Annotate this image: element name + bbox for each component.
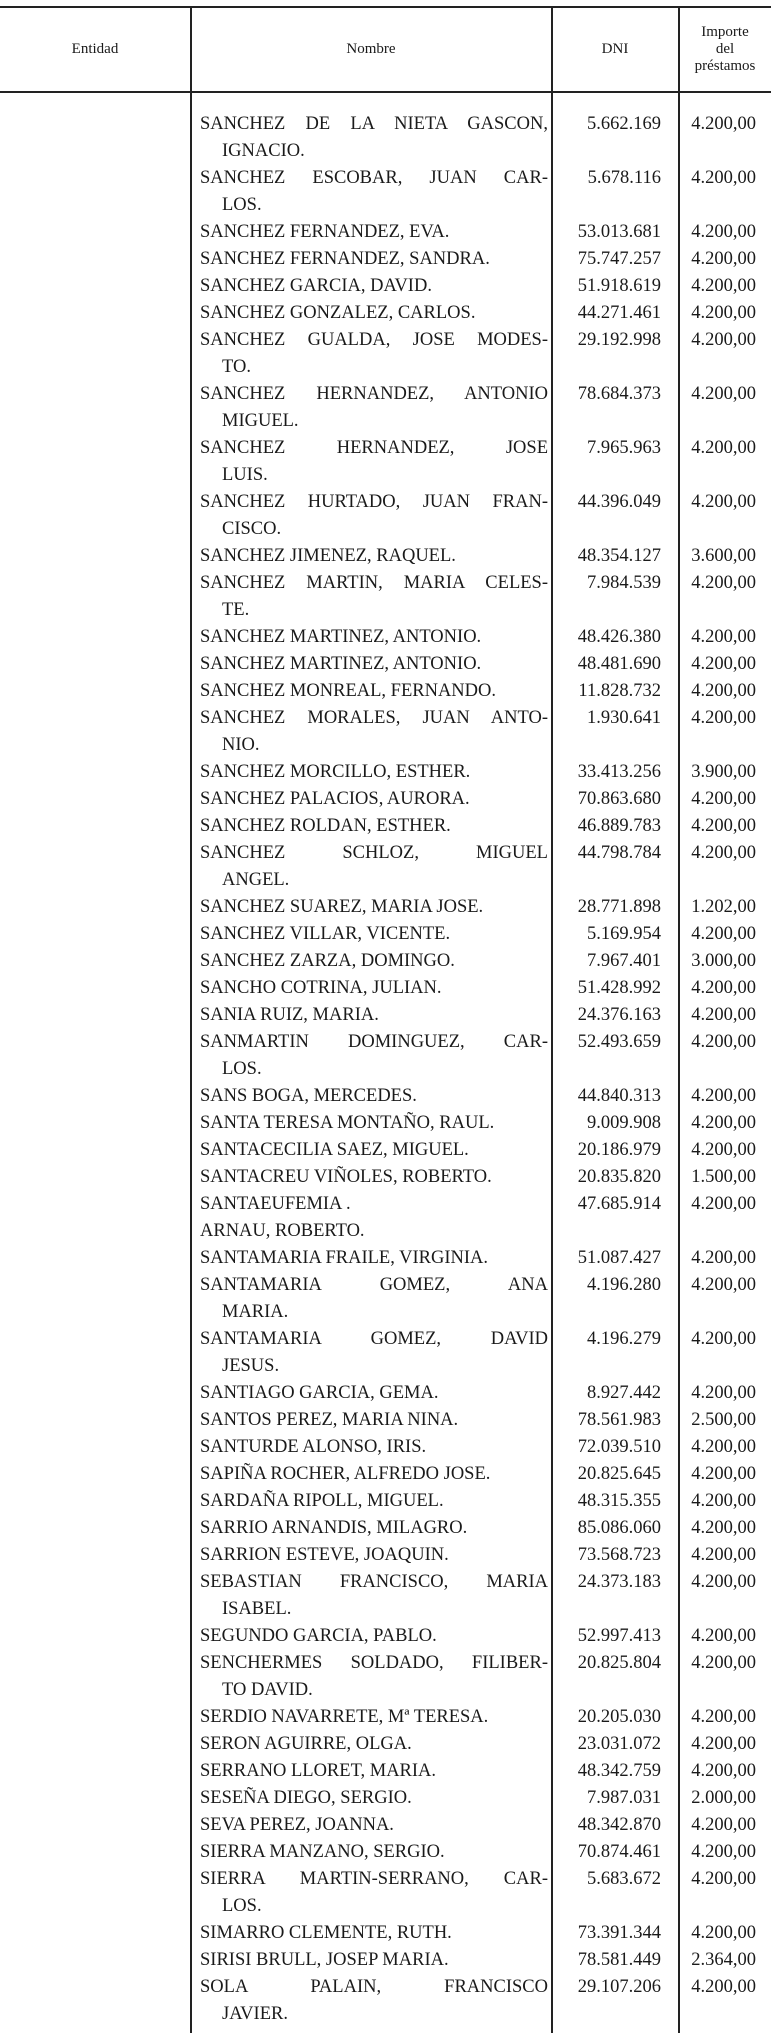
- name-line: LUIS.: [222, 465, 268, 485]
- name-cell: [191, 327, 552, 381]
- importe-cell: 4.200,00: [691, 708, 756, 728]
- name-line: JAVIER.: [222, 2004, 288, 2024]
- dni-cell: 47.685.914: [577, 1194, 661, 1214]
- name-line: SANCHEZ ZARZA, DOMINGO.: [200, 951, 455, 971]
- name-line: SANCHEZ FERNANDEZ, EVA.: [200, 222, 450, 242]
- table-row: [191, 1839, 771, 1866]
- dni-cell: 78.581.449: [577, 1950, 661, 1970]
- name-cell: [191, 1137, 552, 1164]
- importe-cell: 4.200,00: [691, 1977, 756, 1997]
- name-cell: [191, 1758, 552, 1785]
- name-cell: [191, 1542, 552, 1569]
- importe-cell: 2.364,00: [691, 1950, 756, 1970]
- name-cell: [191, 1380, 552, 1407]
- dni-cell: 52.493.659: [577, 1032, 661, 1052]
- dni-cell: 44.840.313: [577, 1086, 661, 1106]
- name-cell: [191, 111, 552, 165]
- name-line: SANTACECILIA SAEZ, MIGUEL.: [200, 1140, 469, 1160]
- name-line: SANIA RUIZ, MARIA.: [200, 1005, 379, 1025]
- name-line: SANTAMARIA GOMEZ, DAVID: [200, 1329, 548, 1349]
- name-cell: [191, 1434, 552, 1461]
- table-row: [191, 327, 771, 381]
- importe-cell: 4.200,00: [691, 1275, 756, 1295]
- name-line: LOS.: [222, 195, 262, 215]
- name-line: SIMARRO CLEMENTE, RUTH.: [200, 1923, 452, 1943]
- importe-cell: 4.200,00: [691, 816, 756, 836]
- table-row: [191, 1515, 771, 1542]
- table-row: [191, 1731, 771, 1758]
- dni-cell: 51.428.992: [577, 978, 661, 998]
- dni-cell: 20.205.030: [577, 1707, 661, 1727]
- name-cell: [191, 1704, 552, 1731]
- table-row: [191, 651, 771, 678]
- table-row: [191, 300, 771, 327]
- importe-cell: 4.200,00: [691, 1086, 756, 1106]
- name-cell: [191, 1731, 552, 1758]
- name-cell: [191, 1407, 552, 1434]
- name-line: SANCHEZ HURTADO, JUAN FRAN-: [200, 492, 548, 512]
- table-row: [191, 1137, 771, 1164]
- name-line: SANCHEZ GARCIA, DAVID.: [200, 276, 432, 296]
- table-row: [191, 1569, 771, 1623]
- dni-cell: 5.683.672: [587, 1869, 661, 1889]
- importe-cell: 1.500,00: [691, 1167, 756, 1187]
- name-line: LOS.: [222, 1896, 262, 1916]
- name-cell: [191, 1974, 552, 2028]
- name-line: SANCHEZ MARTINEZ, ANTONIO.: [200, 654, 482, 674]
- name-line: ANGEL.: [222, 870, 290, 890]
- table-row: [191, 1785, 771, 1812]
- name-cell: [191, 948, 552, 975]
- importe-cell: 4.200,00: [691, 1491, 756, 1511]
- name-cell: [191, 786, 552, 813]
- dni-cell: 7.965.963: [587, 438, 661, 458]
- name-cell: [191, 921, 552, 948]
- name-line: SAPIÑA ROCHER, ALFREDO JOSE.: [200, 1464, 491, 1484]
- name-line: SANCHEZ MORALES, JUAN ANTO-: [200, 708, 548, 728]
- name-line: SIERRA MANZANO, SERGIO.: [200, 1842, 445, 1862]
- dni-cell: 72.039.510: [577, 1437, 661, 1457]
- importe-cell: 3.000,00: [691, 951, 756, 971]
- table-row: [191, 111, 771, 165]
- table-row: [191, 246, 771, 273]
- dni-cell: 48.354.127: [577, 546, 661, 566]
- table-row: [191, 1245, 771, 1272]
- name-line: SANCHEZ VILLAR, VICENTE.: [200, 924, 451, 944]
- table-row: [191, 1407, 771, 1434]
- importe-cell: 4.200,00: [691, 681, 756, 701]
- name-cell: [191, 678, 552, 705]
- name-line: SERON AGUIRRE, OLGA.: [200, 1734, 412, 1754]
- table-row: [191, 1866, 771, 1920]
- name-cell: [191, 1812, 552, 1839]
- name-line: SANMARTIN DOMINGUEZ, CAR-: [200, 1032, 548, 1052]
- name-line: SANCHEZ MONREAL, FERNANDO.: [200, 681, 497, 701]
- importe-cell: 4.200,00: [691, 1005, 756, 1025]
- table-row: [191, 1326, 771, 1380]
- name-line: SARRIO ARNANDIS, MILAGRO.: [200, 1518, 468, 1538]
- dni-cell: 29.192.998: [577, 330, 661, 350]
- name-line: SANCHEZ PALACIOS, AURORA.: [200, 789, 470, 809]
- name-line: JESUS.: [222, 1356, 280, 1376]
- importe-cell: 4.200,00: [691, 1113, 756, 1133]
- importe-cell: 4.200,00: [691, 1707, 756, 1727]
- table-row: [191, 1542, 771, 1569]
- name-line: CISCO.: [222, 519, 282, 539]
- importe-cell: 4.200,00: [691, 1437, 756, 1457]
- importe-cell: 4.200,00: [691, 924, 756, 944]
- name-cell: [191, 300, 552, 327]
- dni-cell: 28.771.898: [577, 897, 661, 917]
- dni-cell: 78.561.983: [577, 1410, 661, 1430]
- dni-cell: 73.391.344: [577, 1923, 661, 1943]
- dni-cell: 4.196.280: [587, 1275, 661, 1295]
- name-line: SANCHEZ MORCILLO, ESTHER.: [200, 762, 471, 782]
- name-line: SANTA TERESA MONTAÑO, RAUL.: [200, 1113, 495, 1133]
- importe-cell: 4.200,00: [691, 627, 756, 647]
- importe-cell: 4.200,00: [691, 1518, 756, 1538]
- importe-cell: 2.500,00: [691, 1410, 756, 1430]
- header-entidad: Entidad: [71, 41, 119, 57]
- dni-cell: 29.107.206: [577, 1977, 661, 1997]
- dni-cell: 53.013.681: [577, 222, 661, 242]
- table-row: [191, 543, 771, 570]
- name-cell: [191, 1002, 552, 1029]
- name-line: SANCHEZ DE LA NIETA GASCON,: [200, 114, 548, 134]
- name-line: SANCHEZ ROLDAN, ESTHER.: [200, 816, 451, 836]
- table-row: [191, 1650, 771, 1704]
- name-line: SANCHEZ ESCOBAR, JUAN CAR-: [200, 168, 548, 188]
- name-cell: [191, 813, 552, 840]
- name-line: SARDAÑA RIPOLL, MIGUEL.: [200, 1491, 444, 1511]
- importe-cell: 4.200,00: [691, 1572, 756, 1592]
- header-dni: DNI: [601, 41, 629, 57]
- header-bottom-rule: [0, 91, 771, 93]
- table-row: [191, 1947, 771, 1974]
- dni-cell: 5.678.116: [587, 168, 661, 188]
- table-row: [191, 948, 771, 975]
- importe-cell: 4.200,00: [691, 573, 756, 593]
- name-line: ISABEL.: [222, 1599, 292, 1619]
- importe-cell: 4.200,00: [691, 1329, 756, 1349]
- dni-cell: 20.825.645: [577, 1464, 661, 1484]
- importe-cell: 4.200,00: [691, 1815, 756, 1835]
- name-line: SARRION ESTEVE, JOAQUIN.: [200, 1545, 449, 1565]
- importe-cell: 4.200,00: [691, 1383, 756, 1403]
- name-cell: [191, 273, 552, 300]
- name-line: SANTAMARIA FRAILE, VIRGINIA.: [200, 1248, 489, 1268]
- table-row: [191, 219, 771, 246]
- dni-cell: 44.396.049: [577, 492, 661, 512]
- name-cell: [191, 1839, 552, 1866]
- dni-cell: 7.984.539: [587, 573, 661, 593]
- table-row: [191, 678, 771, 705]
- table-row: [191, 1704, 771, 1731]
- dni-cell: 48.426.380: [577, 627, 661, 647]
- dni-cell: 23.031.072: [577, 1734, 661, 1754]
- name-cell: [191, 381, 552, 435]
- name-cell: [191, 894, 552, 921]
- table-row: [191, 1488, 771, 1515]
- name-line: SANCHEZ HERNANDEZ, JOSE: [200, 438, 548, 458]
- importe-cell: 1.202,00: [691, 897, 756, 917]
- name-line: SANTOS PEREZ, MARIA NINA.: [200, 1410, 459, 1430]
- table-row: [191, 1272, 771, 1326]
- table-row: [191, 1164, 771, 1191]
- name-line: MARIA.: [222, 1302, 289, 1322]
- name-line: SIERRA MARTIN-SERRANO, CAR-: [200, 1869, 548, 1889]
- table-row: [191, 273, 771, 300]
- name-cell: [191, 246, 552, 273]
- dni-cell: 7.967.401: [587, 951, 661, 971]
- table-row: [191, 840, 771, 894]
- table-row: [191, 165, 771, 219]
- dni-cell: 11.828.732: [578, 681, 661, 701]
- name-cell: [191, 1623, 552, 1650]
- name-cell: [191, 1272, 552, 1326]
- dni-cell: 48.342.759: [577, 1761, 661, 1781]
- name-line: SANTAMARIA GOMEZ, ANA: [200, 1275, 548, 1295]
- importe-cell: 4.200,00: [691, 249, 756, 269]
- name-cell: [191, 1866, 552, 1920]
- importe-cell: 3.900,00: [691, 762, 756, 782]
- importe-cell: 4.200,00: [691, 1140, 756, 1160]
- name-cell: [191, 435, 552, 489]
- dni-cell: 1.930.641: [587, 708, 661, 728]
- table-row: [191, 1002, 771, 1029]
- table-row: [191, 759, 771, 786]
- name-cell: [191, 1515, 552, 1542]
- table-row: [191, 570, 771, 624]
- table-row: [191, 1380, 771, 1407]
- dni-cell: 20.186.979: [577, 1140, 661, 1160]
- name-line: SIRISI BRULL, JOSEP MARIA.: [200, 1950, 449, 1970]
- name-line: SANCHEZ SCHLOZ, MIGUEL: [200, 843, 548, 863]
- dni-cell: 20.835.820: [577, 1167, 661, 1187]
- importe-cell: 4.200,00: [691, 1842, 756, 1862]
- table-row: [191, 1083, 771, 1110]
- dni-cell: 48.481.690: [577, 654, 661, 674]
- dni-cell: 7.987.031: [587, 1788, 661, 1808]
- name-line: SANCHEZ SUAREZ, MARIA JOSE.: [200, 897, 484, 917]
- name-cell: [191, 1461, 552, 1488]
- name-line: SEBASTIAN FRANCISCO, MARIA: [200, 1572, 548, 1592]
- table-row: [191, 489, 771, 543]
- table-row: [191, 813, 771, 840]
- importe-cell: 4.200,00: [691, 1869, 756, 1889]
- name-line: TE.: [222, 600, 250, 620]
- name-line: SANCHEZ GUALDA, JOSE MODES-: [200, 330, 548, 350]
- name-line: SANS BOGA, MERCEDES.: [200, 1086, 417, 1106]
- importe-cell: 4.200,00: [691, 330, 756, 350]
- importe-cell: 3.600,00: [691, 546, 756, 566]
- name-cell: [191, 1488, 552, 1515]
- name-cell: [191, 651, 552, 678]
- dni-cell: 70.863.680: [577, 789, 661, 809]
- name-cell: [191, 1785, 552, 1812]
- name-cell: [191, 759, 552, 786]
- importe-cell: 4.200,00: [691, 843, 756, 863]
- dni-cell: 24.376.163: [577, 1005, 661, 1025]
- name-line: NIO.: [222, 735, 260, 755]
- importe-cell: 4.200,00: [691, 1545, 756, 1565]
- dni-cell: 46.889.783: [577, 816, 661, 836]
- importe-cell: 4.200,00: [691, 114, 756, 134]
- importe-cell: 4.200,00: [691, 276, 756, 296]
- name-line: SANTACREU VIÑOLES, ROBERTO.: [200, 1167, 492, 1187]
- importe-cell: 4.200,00: [691, 1923, 756, 1943]
- name-cell: [191, 1191, 552, 1245]
- name-cell: [191, 165, 552, 219]
- name-line: SANTIAGO GARCIA, GEMA.: [200, 1383, 439, 1403]
- importe-cell: 4.200,00: [691, 654, 756, 674]
- name-line: SANCHEZ MARTINEZ, ANTONIO.: [200, 627, 482, 647]
- dni-cell: 4.196.279: [587, 1329, 661, 1349]
- dni-cell: 20.825.804: [577, 1653, 661, 1673]
- table-row: [191, 1920, 771, 1947]
- table-row: [191, 624, 771, 651]
- table-row: [191, 1812, 771, 1839]
- importe-cell: 4.200,00: [691, 1761, 756, 1781]
- dni-cell: 73.568.723: [577, 1545, 661, 1565]
- importe-cell: 4.200,00: [691, 222, 756, 242]
- name-line: SERRANO LLORET, MARIA.: [200, 1761, 437, 1781]
- name-line: TO.: [222, 357, 251, 377]
- name-line: ARNAU, ROBERTO.: [200, 1221, 365, 1241]
- name-cell: [191, 1947, 552, 1974]
- name-cell: [191, 219, 552, 246]
- importe-cell: 4.200,00: [691, 384, 756, 404]
- dni-cell: 48.315.355: [577, 1491, 661, 1511]
- name-cell: [191, 840, 552, 894]
- importe-cell: 4.200,00: [691, 492, 756, 512]
- table-row: [191, 435, 771, 489]
- name-cell: [191, 1569, 552, 1623]
- table-row: [191, 1191, 771, 1245]
- name-cell: [191, 489, 552, 543]
- name-line: LOS.: [222, 1059, 262, 1079]
- name-cell: [191, 543, 552, 570]
- name-cell: [191, 1245, 552, 1272]
- importe-cell: 4.200,00: [691, 1032, 756, 1052]
- name-line: SANCHEZ FERNANDEZ, SANDRA.: [200, 249, 490, 269]
- name-line: SENCHERMES SOLDADO, FILIBER-: [200, 1653, 548, 1673]
- name-cell: [191, 705, 552, 759]
- table-row: [191, 1623, 771, 1650]
- name-cell: [191, 1920, 552, 1947]
- importe-cell: 4.200,00: [691, 789, 756, 809]
- table-row: [191, 1758, 771, 1785]
- dni-cell: 44.798.784: [577, 843, 661, 863]
- dni-cell: 70.874.461: [577, 1842, 661, 1862]
- name-line: TO DAVID.: [222, 1680, 313, 1700]
- header-importe-line: del: [715, 41, 735, 57]
- name-cell: [191, 624, 552, 651]
- header-nombre: Nombre: [346, 41, 396, 57]
- table-row: [191, 786, 771, 813]
- dni-cell: 85.086.060: [577, 1518, 661, 1538]
- table-row: [191, 1110, 771, 1137]
- header-importe: [679, 8, 771, 91]
- importe-cell: 2.000,00: [691, 1788, 756, 1808]
- name-line: SANCHEZ JIMENEZ, RAQUEL.: [200, 546, 456, 566]
- name-line: SANCHEZ HERNANDEZ, ANTONIO: [200, 384, 548, 404]
- name-line: SANCHEZ GONZALEZ, CARLOS.: [200, 303, 476, 323]
- name-line: SANTAEUFEMIA .: [200, 1194, 351, 1214]
- table-row: [191, 705, 771, 759]
- table-row: [191, 894, 771, 921]
- name-cell: [191, 975, 552, 1002]
- table-row: [191, 975, 771, 1002]
- name-cell: [191, 570, 552, 624]
- dni-cell: 75.747.257: [577, 249, 661, 269]
- importe-cell: 4.200,00: [691, 1194, 756, 1214]
- name-line: SANCHEZ MARTIN, MARIA CELES-: [200, 573, 548, 593]
- table-row: [191, 921, 771, 948]
- name-line: SEGUNDO GARCIA, PABLO.: [200, 1626, 437, 1646]
- table-row: [191, 1434, 771, 1461]
- name-cell: [191, 1083, 552, 1110]
- table-row: [191, 381, 771, 435]
- dni-cell: 51.087.427: [577, 1248, 661, 1268]
- dni-cell: 44.271.461: [577, 303, 661, 323]
- importe-cell: 4.200,00: [691, 1626, 756, 1646]
- name-line: SERDIO NAVARRETE, Mª TERESA.: [200, 1707, 489, 1727]
- dni-cell: 51.918.619: [577, 276, 661, 296]
- name-line: SEVA PEREZ, JOANNA.: [200, 1815, 394, 1835]
- dni-cell: 33.413.256: [577, 762, 661, 782]
- importe-cell: 4.200,00: [691, 1653, 756, 1673]
- dni-cell: 48.342.870: [577, 1815, 661, 1835]
- table-row: [191, 1461, 771, 1488]
- table-row: [191, 1974, 771, 2028]
- name-line: SOLA PALAIN, FRANCISCO: [200, 1977, 548, 1997]
- name-cell: [191, 1326, 552, 1380]
- dni-cell: 5.662.169: [587, 114, 661, 134]
- table-body: [191, 111, 771, 2028]
- dni-cell: 24.373.183: [577, 1572, 661, 1592]
- header-importe-line: préstamos: [694, 58, 756, 74]
- importe-cell: 4.200,00: [691, 1248, 756, 1268]
- name-cell: [191, 1164, 552, 1191]
- importe-cell: 4.200,00: [691, 438, 756, 458]
- importe-cell: 4.200,00: [691, 303, 756, 323]
- table-row: [191, 1029, 771, 1083]
- dni-cell: 78.684.373: [577, 384, 661, 404]
- name-line: SANCHO COTRINA, JULIAN.: [200, 978, 442, 998]
- dni-cell: 8.927.442: [587, 1383, 661, 1403]
- dni-cell: 52.997.413: [577, 1626, 661, 1646]
- importe-cell: 4.200,00: [691, 168, 756, 188]
- dni-cell: 5.169.954: [587, 924, 661, 944]
- name-line: SANTURDE ALONSO, IRIS.: [200, 1437, 427, 1457]
- name-cell: [191, 1029, 552, 1083]
- name-line: MIGUEL.: [222, 411, 299, 431]
- importe-cell: 4.200,00: [691, 1734, 756, 1754]
- importe-cell: 4.200,00: [691, 1464, 756, 1484]
- name-cell: [191, 1110, 552, 1137]
- name-cell: [191, 1650, 552, 1704]
- name-line: SESEÑA DIEGO, SERGIO.: [200, 1788, 412, 1808]
- dni-cell: 9.009.908: [587, 1113, 661, 1133]
- importe-cell: 4.200,00: [691, 978, 756, 998]
- header-importe-line: Importe: [701, 24, 749, 40]
- name-line: IGNACIO.: [222, 141, 305, 161]
